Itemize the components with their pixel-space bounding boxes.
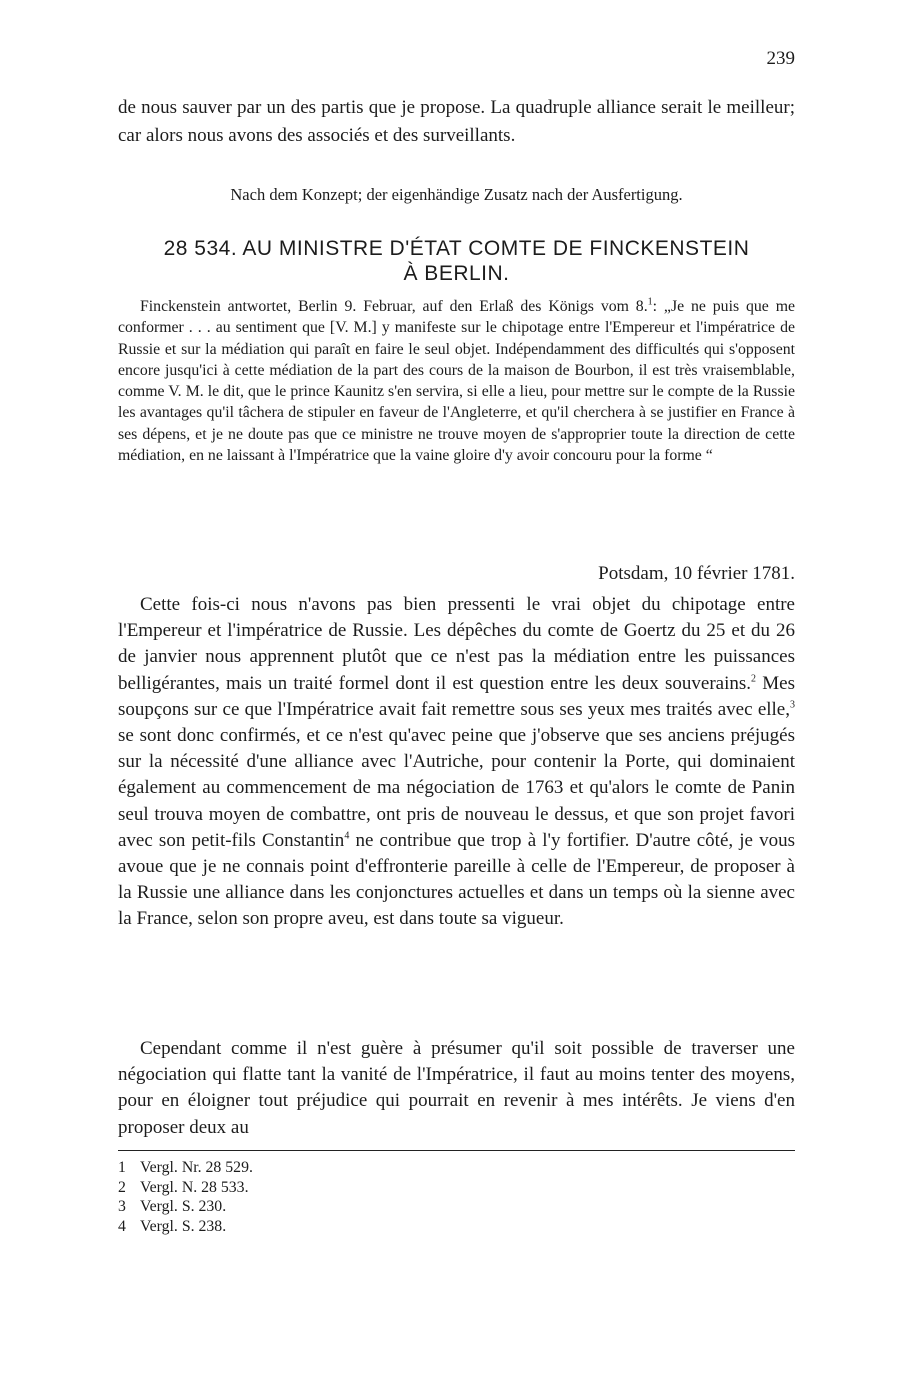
footnote-divider xyxy=(118,1150,795,1151)
footnote-text: Vergl. S. 230. xyxy=(140,1198,227,1215)
preamble-text-a: Finckenstein antwortet, Berlin 9. Februar, auf den Erlaß des Königs vom 8. xyxy=(140,298,648,315)
letter-title-line-1: AU MINISTRE D'ÉTAT COMTE DE FINCKENSTEIN xyxy=(242,237,750,260)
preamble-text-b: : „Je ne puis que me conformer . . . au sentiment que [V. M.] y manifeste sur le chipotage entre l'Empereur et l'impératrice de Russie et sur la médiation qui paraît en faire le seul objet. Indépendamment des difficultés qui s'opposent encore jusqu'ici à cette médiation de la part des cours de la maison de Bourbon, il est très vraisemblable, comme V. M. le dit, que le prince Kaunitz s'en servira, si elle a lieu, pour mettre sur le compte de la Russie les avantages qu'il tâchera de stipuler en faveur de l'Angleterre, et qu'il cherchera à se justifier en France à ses dépens, et je ne doute pas que ce ministre ne trouve moyen de s'approprier toute la direction de cette médiation, en ne laissant à l'Impératrice que la vaine gloire d'y avoir concouru pour la forme “ xyxy=(118,298,795,465)
paragraph-1-text-d: ne contribue que trop à l'y fortifier. D'autre côté, je vous avoue que je ne connais point d'effronterie pareille à celle de l'Empereur, de proposer à la Russie une alliance dans les conjonctures actuelles et dans un temps où la sienne avec la France, selon son propre aveu, est dans toute sa vigueur. xyxy=(118,829,796,930)
footnote-item xyxy=(118,1197,795,1217)
footnote-number: 1 xyxy=(118,1159,126,1176)
footnote-number: 4 xyxy=(118,1217,126,1235)
footnote-item xyxy=(118,1158,795,1178)
footnote-text: Vergl. Nr. 28 529. xyxy=(140,1159,253,1176)
footnote-ref: 4 xyxy=(344,830,350,842)
footnote-ref: 2 xyxy=(751,673,757,685)
source-note: Nach dem Konzept; der eigenhändige Zusatz nach der Ausfertigung. xyxy=(230,185,683,204)
paragraph-1-text-a: Cette fois-ci nous n'avons pas bien pressenti le vrai objet du chipotage entre l'Empereur et l'impératrice de Russie. Les dépêches du comte de Goertz du 25 et du 26 de janvier nous apprennent plutôt que ce n'est pas la médiation entre les puissances belligérantes, mais un traité formel dont il est question entre les deux souverains. xyxy=(118,594,795,694)
letter-number: 28 534. xyxy=(163,237,238,260)
paragraph-1-text-c: se sont donc confirmés, et ce n'est qu'avec peine que j'observe que ses anciens préjugés sur la nécessité d'une alliance avec l'Autriche, pour contenir la Porte, qui dominaient également au commencement de ma négociation de 1763 et qu'alors le comte de Panin seul trouva moyen de combattre, ont pris de nouveau le dessus, et que son projet favori avec son petit-fils Constantin xyxy=(118,725,795,851)
footnote-item xyxy=(118,1178,795,1198)
intro-paragraph: de nous sauver par un des partis que je propose. La quadruple alliance serait le meilleur; car alors nous avons des associés et des surveillants. xyxy=(118,97,795,146)
paragraph-1-text-b: Mes soupçons sur ce que l'Impératrice avait fait remettre sous ses yeux mes traités avec elle, xyxy=(118,672,795,720)
dateline: Potsdam, 10 février 1781. xyxy=(598,563,795,584)
footnote-ref: 1 xyxy=(647,296,653,308)
footnote-number: 3 xyxy=(118,1198,126,1215)
letter-heading xyxy=(118,236,795,286)
body-paragraph-1 xyxy=(118,592,795,933)
page-number: 239 xyxy=(766,48,795,69)
footnote-number: 2 xyxy=(118,1178,126,1196)
body-paragraph-2: Cependant comme il n'est guère à présumer qu'il soit possible de traverser une négociation qui flatte tant la vanité de l'Impératrice, il faut au moins tenter des moyens, pour en éloigner tout préjudice qui pourrait en revenir à mes intérêts. Je viens d'en proposer deux au xyxy=(118,1038,795,1138)
footnote-ref: 3 xyxy=(790,699,795,711)
letter-preamble xyxy=(118,296,795,466)
footnote-item xyxy=(118,1217,795,1237)
footnotes xyxy=(118,1158,795,1236)
letter-title-line-2: À BERLIN. xyxy=(403,262,510,285)
footnote-text: Vergl. S. 238. xyxy=(140,1217,227,1235)
footnote-text: Vergl. N. 28 533. xyxy=(140,1178,249,1196)
